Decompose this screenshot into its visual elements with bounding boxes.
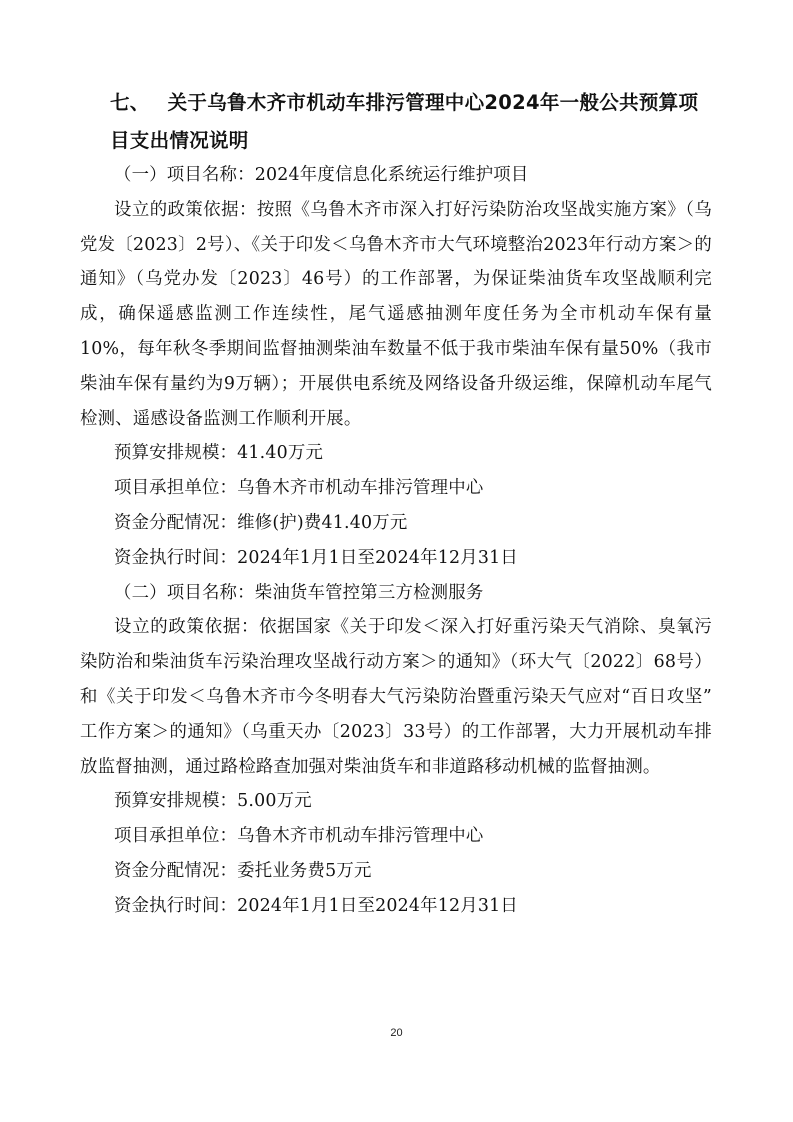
section-heading <box>110 84 700 160</box>
project-1-unit: 项目承担单位：乌鲁木齐市机动车排污管理中心 <box>114 478 484 499</box>
project-1-budget: 预算安排规模：41.40万元 <box>114 443 324 464</box>
project-2-policy-basis: 设立的政策依据：依据国家《关于印发＜深入打好重污染天气消除、臭氧污染防治和柴油货车污染治理攻坚战行动方案＞的通知》（环大气〔2022〕68号）和《关于印发＜乌鲁木齐市今冬明春大气污染防治暨重污染天气应对“百日攻坚” 工作方案＞的通知》（乌重天办〔2023〕33号）的工作部署，大力开展机动车排放监督抽测，通过路检路查加强对柴油货车和非道路移动机械的监督抽测。 <box>80 617 712 777</box>
project-2-unit: 项目承担单位：乌鲁木齐市机动车排污管理中心 <box>114 826 484 847</box>
project-1-period: 资金执行时间：2024年1月1日至2024年12月31日 <box>114 547 518 568</box>
project-1-allocation: 资金分配情况：维修(护)费41.40万元 <box>114 512 408 533</box>
project-1-policy-basis: 设立的政策依据：按照《乌鲁木齐市深入打好污染防治攻坚战实施方案》（乌党发〔2023〕2号）、《关于印发＜乌鲁木齐市大气环境整治2023年行动方案＞的通知》（乌党办发〔2023〕46号）的工作部署，为保证柴油货车攻坚战顺利完成，确保遥感监测工作连续性，尾气遥感抽测年度任务为全市机动车保有量10%，每年秋冬季期间监督抽测柴油车数量不低于我市柴油车保有量50%（我市柴油车保有量约为9万辆）；开展供电系统及网络设备升级运维，保障机动车尾气检测、遥感设备监测工作顺利开展。 <box>80 199 712 429</box>
project-2-budget: 预算安排规模：5.00万元 <box>114 791 312 812</box>
section-number: 七、 <box>110 91 150 114</box>
project-2-allocation: 资金分配情况：委托业务费5万元 <box>114 860 372 881</box>
section-title: 关于乌鲁木齐市机动车排污管理中心2024年一般公共预算项目支出情况说明 <box>110 91 699 152</box>
document-body <box>80 158 712 924</box>
project-1-name: （一）项目名称：2024年度信息化系统运行维护项目 <box>114 165 529 185</box>
project-2-name: （二）项目名称：柴油货车管控第三方检测服务 <box>114 582 484 603</box>
project-2-period: 资金执行时间：2024年1月1日至2024年12月31日 <box>114 895 518 916</box>
page-number: 20 <box>390 1027 403 1039</box>
